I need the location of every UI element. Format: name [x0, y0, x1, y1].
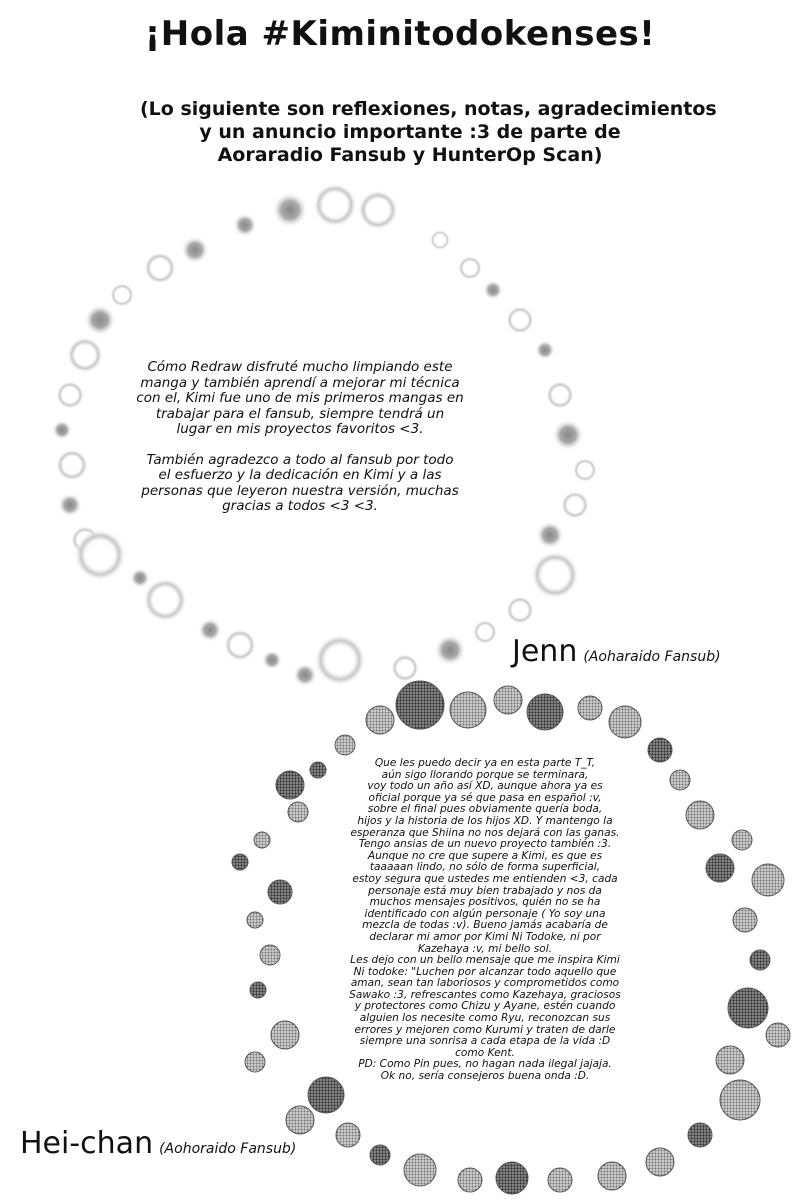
- signature-name: Jenn: [512, 634, 578, 669]
- message-line: Ni todoke: "Luchen por alcanzar todo aquello que: [353, 965, 617, 978]
- message-line: hijos y la historia de los hijos XD. Y mantengo la: [357, 814, 613, 827]
- message-jenn: [110, 360, 490, 515]
- message-line: Les dejo con un bello mensaje que me inspira Kimi: [350, 954, 620, 967]
- message-line: Sawako :3, refrescantes como Kazehaya, graciosos: [349, 988, 621, 1001]
- message-line: Que les puedo decir ya en esta parte T_T,: [374, 757, 596, 769]
- message-line: errores y mejoren como Kurumi y traten de darle: [354, 1023, 616, 1036]
- message-line: Ok no, sería consejeros buena onda :D.: [380, 1070, 590, 1083]
- signature-affiliation: (Aohoraido Fansub): [159, 1141, 297, 1157]
- message-line: Cómo Redraw disfruté mucho limpiando este: [147, 359, 453, 375]
- message-line: sobre el final pues obviamente quería boda,: [367, 803, 603, 816]
- message-line: Aunque no cre que supere a Kimi, es que es: [367, 849, 603, 862]
- message-line: y protectores como Chizu y Ayane, estén cuando: [354, 1000, 616, 1013]
- message-line: Tengo ansias de un nuevo proyecto también :3.: [358, 838, 612, 851]
- message-line: personaje está muy bien trabajado y nos da: [368, 884, 602, 897]
- message-line: el esfuerzo y la dedicación en Kimi y a las: [158, 467, 442, 483]
- message-hei-chan: [330, 758, 640, 1083]
- signature-name: Hei-chan: [20, 1126, 154, 1161]
- subtitle-line: y un anuncio importante :3 de parte de: [199, 121, 621, 143]
- signature-hei-chan: [20, 1126, 296, 1161]
- message-line: siempre una sonrisa a cada etapa de la vida :D: [359, 1035, 611, 1048]
- message-line: identificado con algún personaje ( Yo soy una: [364, 907, 606, 920]
- message-line: voy todo un año así XD, aunque ahora ya es: [367, 780, 603, 793]
- message-line: esperanza que Shiina no nos dejará con las ganas.: [350, 826, 620, 839]
- message-line: lugar en mis proyectos favoritos <3.: [176, 421, 424, 437]
- message-line: taaaaan lindo, no sólo de forma superficial,: [369, 861, 601, 874]
- message-line: PD: Como Pin pues, no hagan nada ilegal jajaja.: [358, 1058, 612, 1071]
- message-line: oficial porque ya sé que pasa en español :v,: [368, 791, 602, 804]
- message-line: Kazehaya :v, mi bello sol.: [417, 942, 553, 955]
- signature-affiliation: (Aoharaido Fansub): [583, 649, 721, 665]
- page-title: ¡Hola #Kiminitodokenses!: [144, 14, 656, 54]
- message-line: También agradezco a todo al fansub por todo: [146, 451, 454, 468]
- message-line: personas que leyeron nuestra versión, muchas: [141, 482, 459, 499]
- message-line: aman, sean tan laboriosos y comprometidos como: [350, 977, 620, 990]
- message-line: como Kent.: [455, 1046, 515, 1059]
- message-line: aún sigo llorando porque se terminara,: [381, 768, 589, 781]
- subtitle-line: (Lo siguiente son reflexiones, notas, agradecimientos: [140, 98, 717, 120]
- message-line: gracias a todos <3 <3.: [222, 498, 378, 514]
- message-line: con el, Kimi fue uno de mis primeros mangas en: [136, 390, 464, 406]
- signature-jenn: [512, 634, 721, 669]
- paragraph-gap: [110, 438, 490, 453]
- message-line: alguien los necesite como Ryu, reconozcan sus: [359, 1012, 611, 1025]
- message-line: declarar mi amor por Kimi Ni Todoke, ni por: [369, 930, 601, 943]
- message-line: trabajar para el fansub, siempre tendrá un: [155, 405, 445, 422]
- subtitle-line: Aoraradio Fansub y HunterOp Scan): [217, 144, 603, 166]
- message-line: muchos mensajes positivos, quién no se ha: [369, 896, 601, 909]
- message-line: mezcla de todas :v). Bueno jamás acabaría de: [362, 919, 608, 932]
- message-line: manga y también aprendí a mejorar mi técnica: [140, 374, 460, 391]
- message-line: estoy segura que ustedes me entienden <3, cada: [352, 872, 618, 885]
